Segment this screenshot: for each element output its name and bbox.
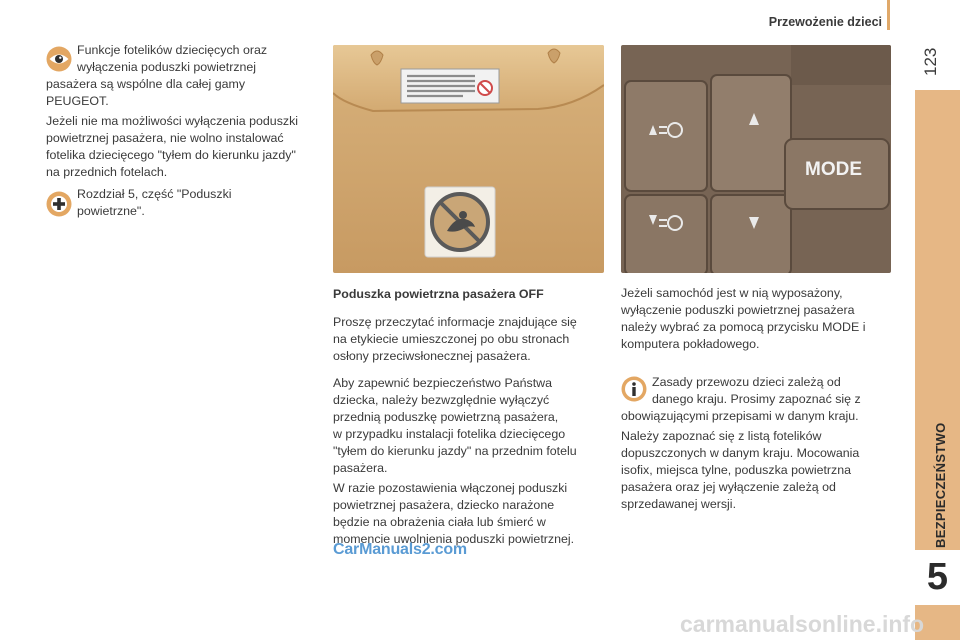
- airbag-off-heading: Poduszka powietrzna pasażera OFF: [333, 287, 544, 301]
- note-eye-line3: pasażera są wspólne dla całej gamy: [46, 77, 246, 91]
- para1-line3: fotelika dziecięcego "tyłem do kierunku jazdy": [46, 148, 296, 162]
- chapter-label: [915, 380, 960, 550]
- note-ref-line1: Rozdział 5, część "Poduszki: [77, 187, 232, 201]
- mid-p2-l4: w przypadku instalacji fotelika dziecięcego: [333, 427, 566, 441]
- mid-p2-l5: "tyłem do kierunku jazdy" na przednim fotelu: [333, 444, 577, 458]
- right-p2-l1: Należy zapoznać się z listą fotelików: [621, 429, 822, 443]
- sun-visor-photo: [333, 45, 604, 273]
- eye-icon: [46, 46, 72, 72]
- carmanuals-watermark[interactable]: CarManuals2.com: [333, 541, 467, 558]
- info-l2: danego kraju. Prosimy zapoznać się z: [652, 392, 861, 406]
- mode-button-label: MODE: [805, 159, 862, 180]
- para1-line4: na przednich fotelach.: [46, 165, 168, 179]
- mid-p2-l6: pasażera.: [333, 461, 388, 475]
- carmanualsonline-watermark[interactable]: carmanualsonline.info: [680, 611, 925, 637]
- chapter-label-text: BEZPIECZEŃSTWO: [933, 422, 948, 548]
- mid-p2-l3: przednią poduszkę powietrzną pasażera,: [333, 410, 559, 424]
- para1-line1: Jeżeli nie ma możliwości wyłączenia poduszki: [46, 114, 299, 128]
- info-l3: obowiązującymi przepisami w danym kraju.: [621, 409, 859, 423]
- mid-p3-l3: będzie na obrażenia ciała lub śmierć w: [333, 515, 546, 529]
- right-p2-l3: isofix, miejsca tylne, poduszka powietrzna: [621, 463, 852, 477]
- mid-p1-l2: na etykiecie umieszczonej po obu stronach: [333, 332, 570, 346]
- page-number-text: 123: [921, 47, 940, 76]
- mid-p1-l3: osłony przeciwsłonecznej pasażera.: [333, 349, 531, 363]
- plus-reference-icon: [46, 191, 72, 217]
- mid-p1-l1: Proszę przeczytać informacje znajdujące się: [333, 315, 577, 329]
- info-icon: [621, 376, 647, 402]
- right-p2-l5: sprzedawanej wersji.: [621, 497, 737, 511]
- right-p1-l1: Jeżeli samochód jest w nią wyposażony,: [621, 286, 843, 300]
- header-accent-line: [887, 0, 890, 30]
- mid-p2-l2: dziecka, należy bezwzględnie wyłączyć: [333, 393, 550, 407]
- note-eye-line2: wyłączenia poduszki powietrznej: [77, 60, 257, 74]
- note-eye-line4: PEUGEOT.: [46, 94, 109, 108]
- mode-button-photo: [621, 45, 891, 273]
- mid-p3-l4: momencie uwolnienia poduszki powietrznej.: [333, 532, 575, 546]
- right-p1-l4: komputera pokładowego.: [621, 337, 760, 351]
- right-p2-l2: dopuszczonych w danym kraju. Mocowania: [621, 446, 860, 460]
- chapter-number: 5: [926, 556, 949, 598]
- note-ref-line2: powietrzne".: [77, 204, 145, 218]
- mid-p3-l1: W razie pozostawienia włączonej poduszki: [333, 481, 568, 495]
- note-eye-line1: Funkcje fotelików dziecięcych oraz: [77, 43, 268, 57]
- page-number: [898, 28, 956, 88]
- info-l1: Zasady przewozu dzieci zależą od: [652, 375, 841, 389]
- section-title: Przewożenie dzieci: [768, 15, 882, 29]
- right-p1-l3: należy wybrać za pomocą przycisku MODE i: [621, 320, 866, 334]
- right-p1-l2: wyłączenie poduszki powietrznej pasażera: [621, 303, 855, 317]
- mid-p3-l2: powietrznej pasażera, dziecko narażone: [333, 498, 555, 512]
- mid-p2-l1: Aby zapewnić bezpieczeństwo Państwa: [333, 376, 553, 390]
- para1-line2: powietrznej pasażera, nie wolno instalować: [46, 131, 284, 145]
- right-p2-l4: pasażera oraz jej wyłączenie zależą od: [621, 480, 836, 494]
